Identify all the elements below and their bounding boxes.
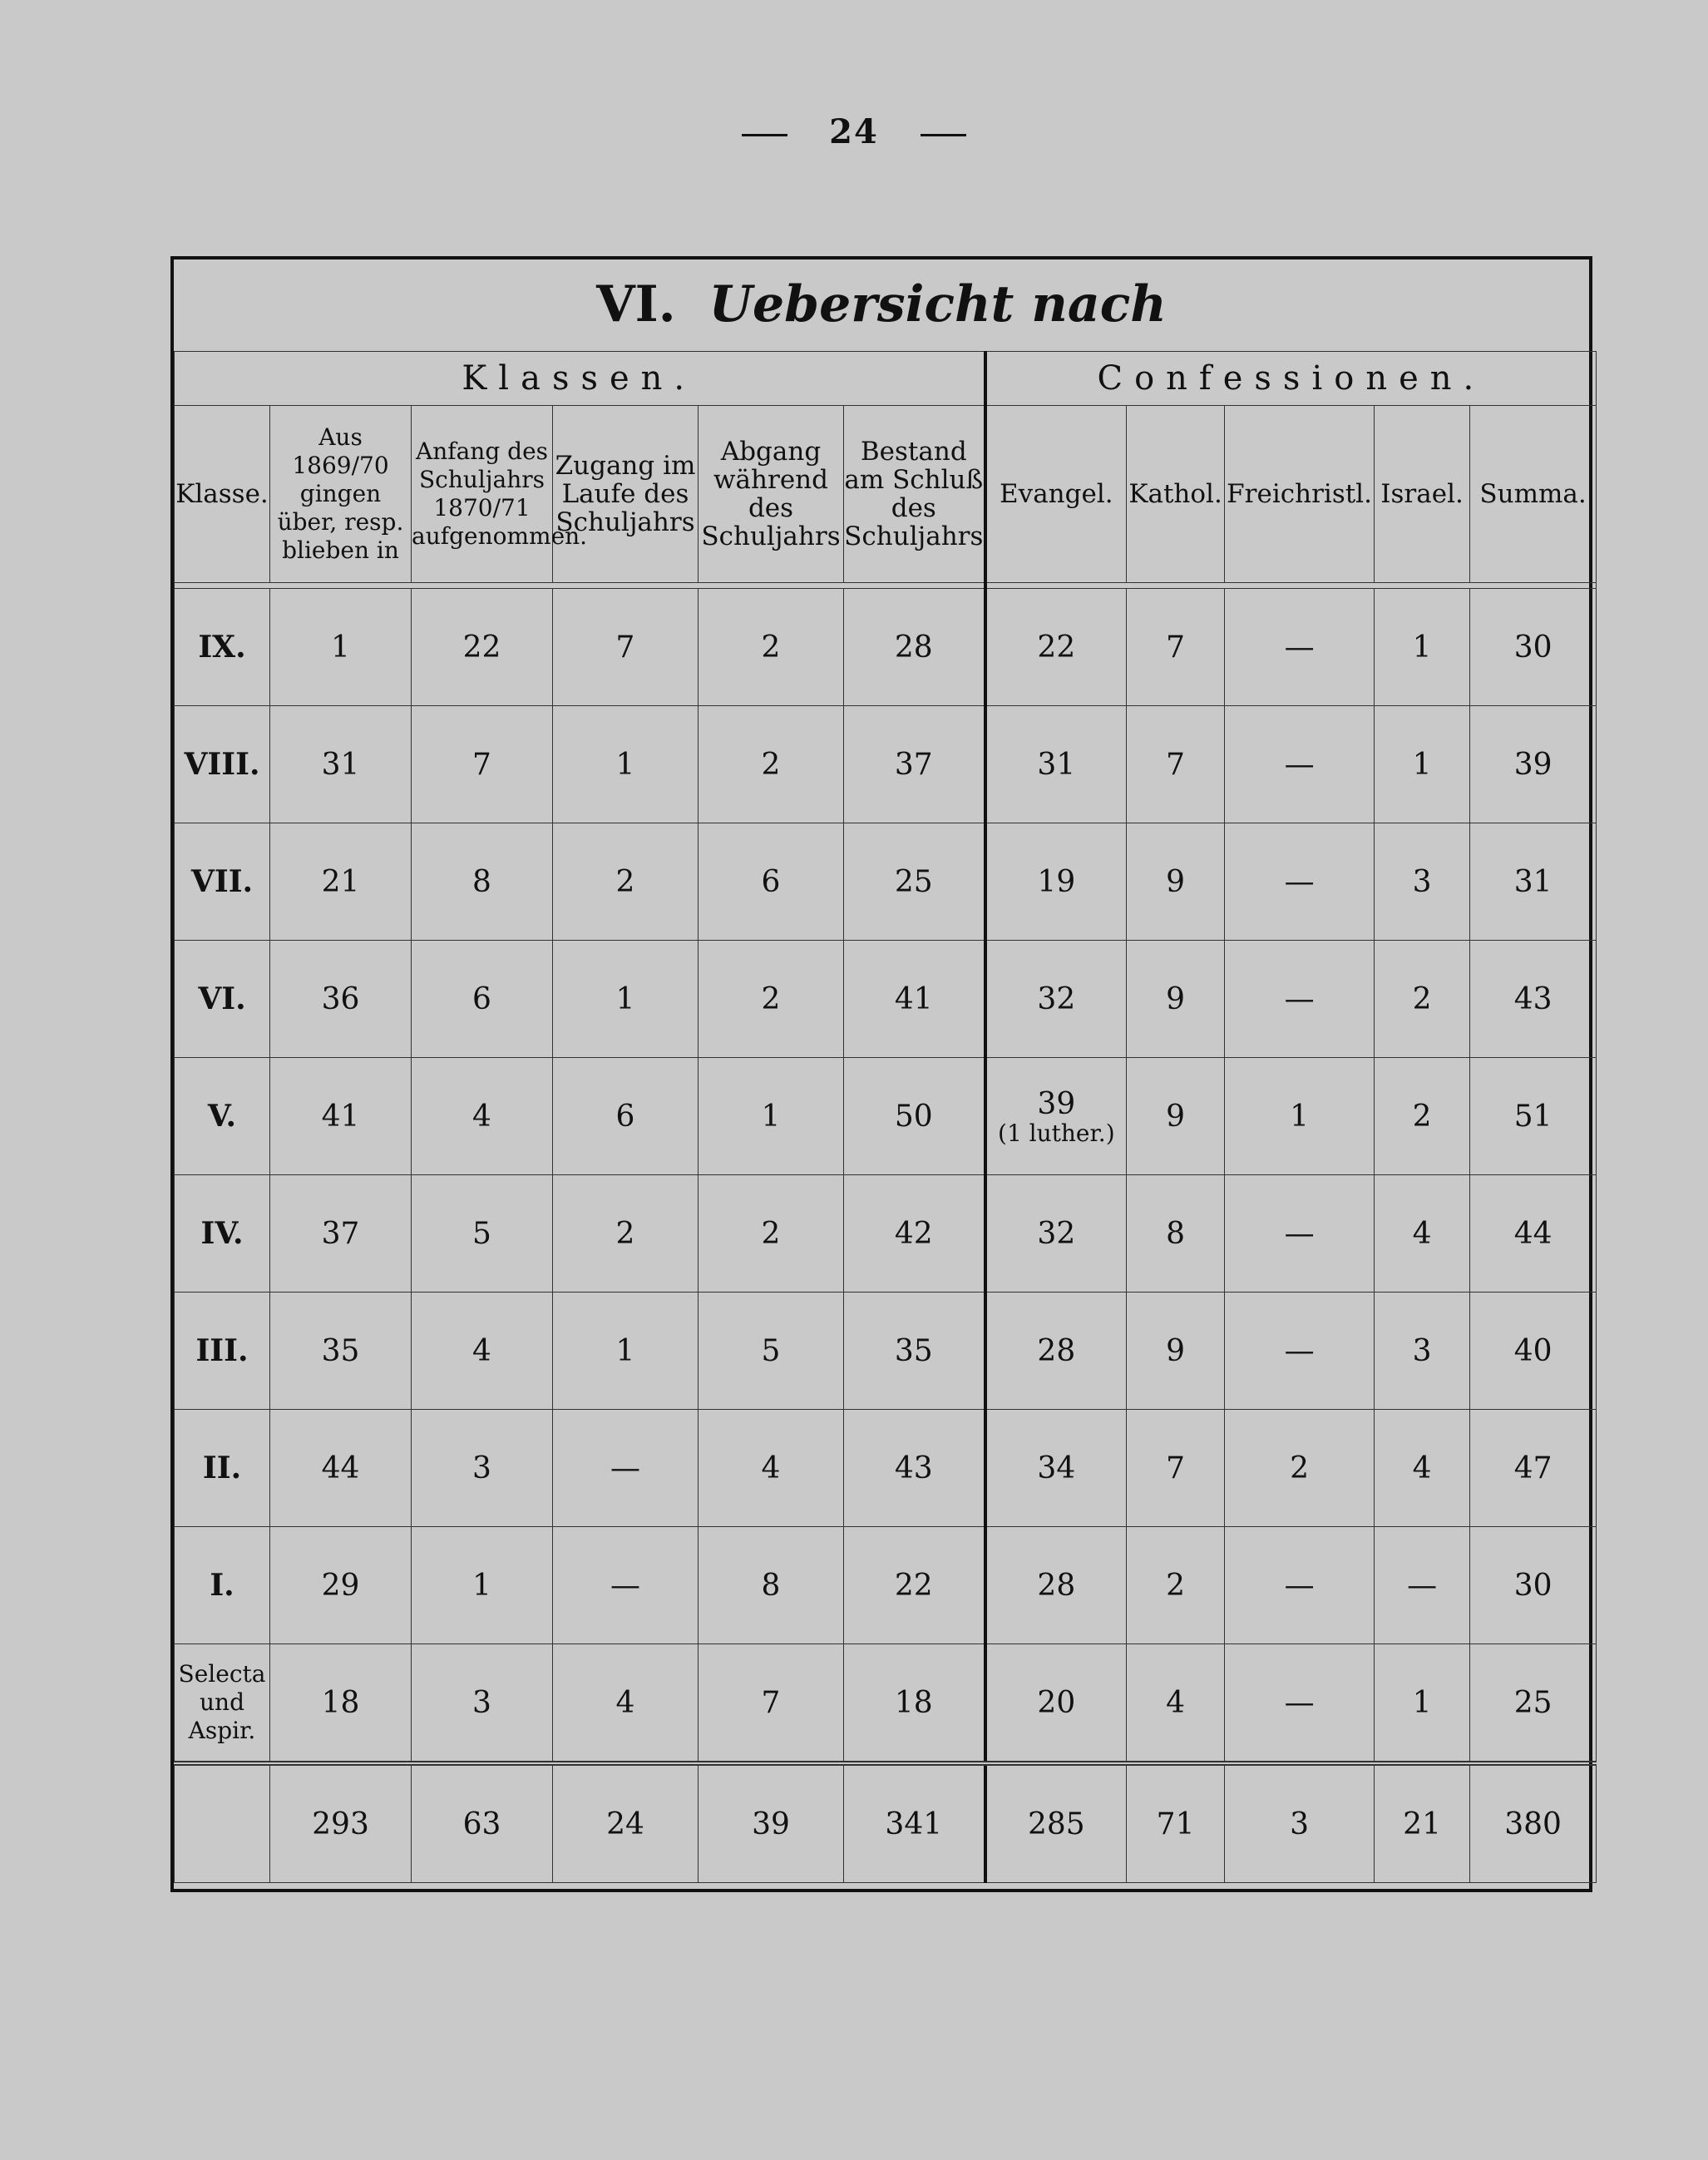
cell-anfang: 4 <box>412 1058 553 1175</box>
cell-anfang: 3 <box>412 1410 553 1527</box>
page-number-text: 24 <box>829 112 879 151</box>
page-number-dash-left <box>742 134 787 136</box>
cell-israel: 3 <box>1375 1293 1470 1410</box>
title-number: VI. <box>596 275 676 334</box>
cell-zugang: 6 <box>553 1058 699 1175</box>
cell-klasse: VI. <box>175 941 270 1058</box>
cell-aus: 18 <box>270 1644 412 1764</box>
cell-klasse: VII. <box>175 823 270 941</box>
cell-summa: 39 <box>1470 706 1597 823</box>
cell-klasse: III. <box>175 1293 270 1410</box>
cell-freichristl: — <box>1225 1175 1375 1293</box>
cell-kathol: 9 <box>1127 1293 1225 1410</box>
cell-evangel-value: 19 <box>1037 864 1076 899</box>
totals-row <box>175 1763 1597 1883</box>
cell-evangel-note: (1 luther.) <box>998 1119 1115 1147</box>
cell-summa: 30 <box>1470 1527 1597 1644</box>
cell-aus: 44 <box>270 1410 412 1527</box>
cell-abgang: 8 <box>699 1527 844 1644</box>
cell-summa: 40 <box>1470 1293 1597 1410</box>
cell-anfang: 22 <box>412 589 553 706</box>
table-row <box>175 706 1597 823</box>
cell-evangel <box>985 1410 1127 1527</box>
page-number <box>0 112 1708 151</box>
group-header-row <box>175 352 1597 406</box>
cell-summa: 44 <box>1470 1175 1597 1293</box>
table-row <box>175 823 1597 941</box>
cell-klasse: VIII. <box>175 706 270 823</box>
col-header-israel: Israel. <box>1375 406 1470 583</box>
cell-evangel-value: 32 <box>1037 981 1076 1016</box>
col-header-anfang: Anfang des Schuljahrs 1870/71 aufgenommen. <box>412 406 553 583</box>
cell-evangel <box>985 706 1127 823</box>
cell-kathol: 7 <box>1127 706 1225 823</box>
cell-bestand: 42 <box>844 1175 985 1293</box>
cell-freichristl: — <box>1225 589 1375 706</box>
cell-aus: 41 <box>270 1058 412 1175</box>
col-header-abgang: Abgang während des Schuljahrs <box>699 406 844 583</box>
cell-abgang: 2 <box>699 1175 844 1293</box>
cell-summa: 25 <box>1470 1644 1597 1764</box>
cell-bestand: 43 <box>844 1410 985 1527</box>
table-frame <box>170 256 1592 1892</box>
total-freichristl: 3 <box>1225 1763 1375 1883</box>
cell-zugang: 1 <box>553 706 699 823</box>
cell-israel: 1 <box>1375 589 1470 706</box>
total-kathol: 71 <box>1127 1763 1225 1883</box>
group-header-klassen: Klassen. <box>175 352 985 406</box>
cell-bestand: 41 <box>844 941 985 1058</box>
cell-zugang: 7 <box>553 589 699 706</box>
cell-israel: — <box>1375 1527 1470 1644</box>
cell-zugang: 1 <box>553 1293 699 1410</box>
table-row <box>175 1058 1597 1175</box>
cell-aus: 37 <box>270 1175 412 1293</box>
col-header-evangel: Evangel. <box>985 406 1127 583</box>
col-header-summa: Summa. <box>1470 406 1597 583</box>
title-text: Uebersicht nach <box>708 275 1167 334</box>
cell-abgang: 1 <box>699 1058 844 1175</box>
table-row <box>175 1175 1597 1293</box>
cell-israel: 4 <box>1375 1410 1470 1527</box>
total-anfang: 63 <box>412 1763 553 1883</box>
cell-freichristl: — <box>1225 1644 1375 1764</box>
cell-bestand: 37 <box>844 706 985 823</box>
cell-aus: 31 <box>270 706 412 823</box>
cell-abgang: 2 <box>699 706 844 823</box>
cell-zugang: 1 <box>553 941 699 1058</box>
cell-klasse: V. <box>175 1058 270 1175</box>
cell-israel: 2 <box>1375 941 1470 1058</box>
cell-israel: 3 <box>1375 823 1470 941</box>
cell-summa: 47 <box>1470 1410 1597 1527</box>
cell-kathol: 9 <box>1127 1058 1225 1175</box>
cell-evangel-value: 39 <box>1037 1086 1076 1121</box>
cell-evangel-value: 22 <box>1037 630 1076 665</box>
cell-evangel-value: 32 <box>1037 1216 1076 1251</box>
cell-zugang: 2 <box>553 823 699 941</box>
cell-klasse: I. <box>175 1527 270 1644</box>
cell-kathol: 7 <box>1127 589 1225 706</box>
col-header-klasse: Klasse. <box>175 406 270 583</box>
table-row <box>175 941 1597 1058</box>
cell-abgang: 5 <box>699 1293 844 1410</box>
cell-summa: 30 <box>1470 589 1597 706</box>
col-header-aus: Aus 1869/70 gingen über, resp. blieben in <box>270 406 412 583</box>
cell-zugang: — <box>553 1410 699 1527</box>
cell-klasse: IX. <box>175 589 270 706</box>
cell-kathol: 7 <box>1127 1410 1225 1527</box>
cell-aus: 1 <box>270 589 412 706</box>
cell-summa: 51 <box>1470 1058 1597 1175</box>
cell-aus: 21 <box>270 823 412 941</box>
total-zugang: 24 <box>553 1763 699 1883</box>
cell-summa: 43 <box>1470 941 1597 1058</box>
cell-kathol: 8 <box>1127 1175 1225 1293</box>
cell-israel: 4 <box>1375 1175 1470 1293</box>
cell-evangel-value: 28 <box>1037 1333 1076 1368</box>
cell-aus: 29 <box>270 1527 412 1644</box>
table-title <box>174 259 1589 349</box>
cell-zugang: 2 <box>553 1175 699 1293</box>
cell-freichristl: — <box>1225 706 1375 823</box>
cell-evangel-value: 28 <box>1037 1568 1076 1603</box>
cell-evangel <box>985 1058 1127 1175</box>
table-row <box>175 1410 1597 1527</box>
col-header-bestand: Bestand am Schluß des Schuljahrs <box>844 406 985 583</box>
col-header-freichristl: Freichristl. <box>1225 406 1375 583</box>
page-number-dash-right <box>921 134 966 136</box>
cell-freichristl: — <box>1225 941 1375 1058</box>
cell-summa: 31 <box>1470 823 1597 941</box>
cell-israel: 1 <box>1375 1644 1470 1764</box>
cell-zugang: — <box>553 1527 699 1644</box>
cell-bestand: 22 <box>844 1527 985 1644</box>
cell-evangel <box>985 1527 1127 1644</box>
total-abgang: 39 <box>699 1763 844 1883</box>
cell-anfang: 6 <box>412 941 553 1058</box>
table-row <box>175 1527 1597 1644</box>
cell-kathol: 9 <box>1127 941 1225 1058</box>
cell-zugang: 4 <box>553 1644 699 1764</box>
cell-kathol: 9 <box>1127 823 1225 941</box>
cell-bestand: 25 <box>844 823 985 941</box>
cell-israel: 2 <box>1375 1058 1470 1175</box>
cell-freichristl: — <box>1225 1293 1375 1410</box>
cell-anfang: 7 <box>412 706 553 823</box>
table-row <box>175 1293 1597 1410</box>
cell-anfang: 4 <box>412 1293 553 1410</box>
cell-klasse: Selecta und Aspir. <box>175 1644 270 1764</box>
cell-evangel <box>985 1175 1127 1293</box>
cell-kathol: 2 <box>1127 1527 1225 1644</box>
cell-evangel-value: 31 <box>1037 747 1076 782</box>
cell-freichristl: 2 <box>1225 1410 1375 1527</box>
cell-israel: 1 <box>1375 706 1470 823</box>
overview-table <box>174 351 1597 1883</box>
cell-aus: 36 <box>270 941 412 1058</box>
cell-evangel <box>985 1644 1127 1764</box>
cell-evangel-value: 34 <box>1037 1451 1076 1485</box>
total-klasse <box>175 1763 270 1883</box>
cell-bestand: 18 <box>844 1644 985 1764</box>
cell-evangel <box>985 823 1127 941</box>
cell-abgang: 6 <box>699 823 844 941</box>
cell-evangel <box>985 589 1127 706</box>
total-aus: 293 <box>270 1763 412 1883</box>
cell-bestand: 28 <box>844 589 985 706</box>
cell-anfang: 5 <box>412 1175 553 1293</box>
cell-evangel <box>985 1293 1127 1410</box>
group-header-confessionen: Confessionen. <box>985 352 1597 406</box>
cell-abgang: 2 <box>699 589 844 706</box>
cell-anfang: 3 <box>412 1644 553 1764</box>
cell-freichristl: — <box>1225 823 1375 941</box>
cell-abgang: 7 <box>699 1644 844 1764</box>
col-header-kathol: Kathol. <box>1127 406 1225 583</box>
cell-freichristl: 1 <box>1225 1058 1375 1175</box>
cell-abgang: 2 <box>699 941 844 1058</box>
table-row <box>175 589 1597 706</box>
cell-klasse: II. <box>175 1410 270 1527</box>
cell-klasse: IV. <box>175 1175 270 1293</box>
header-spacer-row <box>175 583 1597 589</box>
cell-bestand: 50 <box>844 1058 985 1175</box>
total-evangel: 285 <box>985 1763 1127 1883</box>
cell-anfang: 1 <box>412 1527 553 1644</box>
col-header-zugang: Zugang im Laufe des Schuljahrs <box>553 406 699 583</box>
cell-abgang: 4 <box>699 1410 844 1527</box>
column-header-row <box>175 406 1597 583</box>
total-bestand: 341 <box>844 1763 985 1883</box>
cell-aus: 35 <box>270 1293 412 1410</box>
total-israel: 21 <box>1375 1763 1470 1883</box>
total-summa: 380 <box>1470 1763 1597 1883</box>
cell-evangel <box>985 941 1127 1058</box>
cell-freichristl: — <box>1225 1527 1375 1644</box>
table-row <box>175 1644 1597 1764</box>
cell-kathol: 4 <box>1127 1644 1225 1764</box>
cell-evangel-value: 20 <box>1037 1685 1076 1720</box>
cell-anfang: 8 <box>412 823 553 941</box>
cell-bestand: 35 <box>844 1293 985 1410</box>
